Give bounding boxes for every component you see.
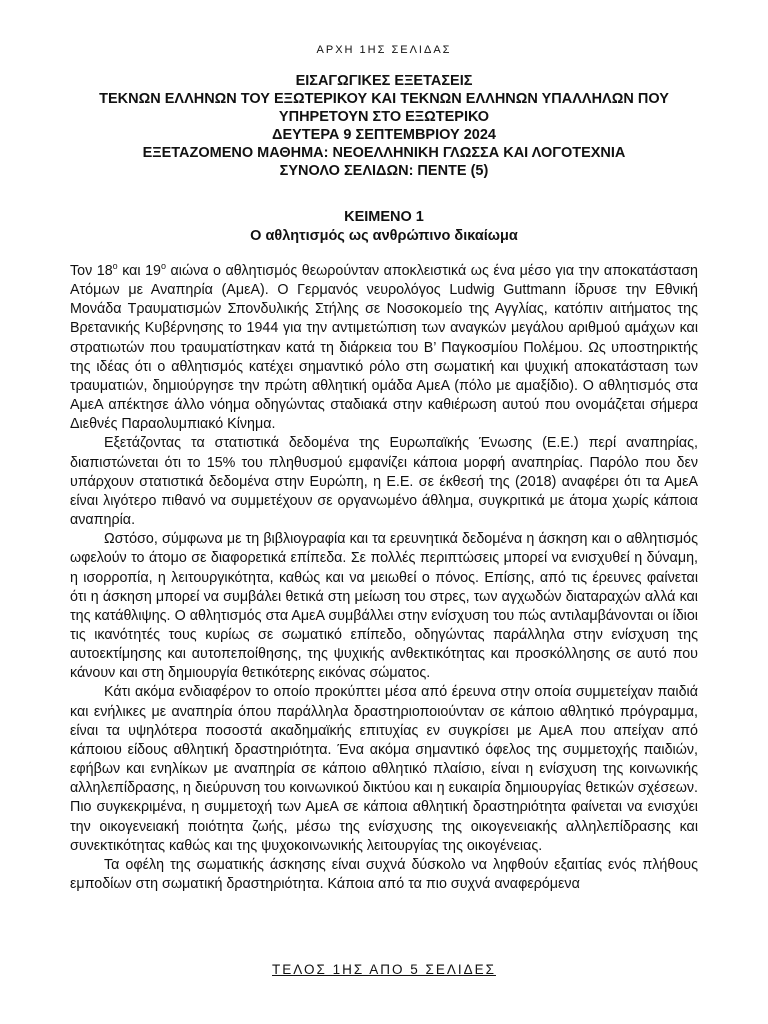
exam-date: ΔΕΥΤΕΡΑ 9 ΣΕΠΤΕΜΒΡΙΟΥ 2024 (272, 127, 496, 143)
paragraph-1-rest: αιώνα ο αθλητισμός θεωρούνταν αποκλειστικά ως ένα μέσο για την αποκατάσταση Ατόμων με Αναπηρία (ΑμεΑ). Ο Γερμανός νευρολόγος Ludwig Guttmann ίδρυσε την Εθνική Μονάδα Τραυματισμών Σπονδυλικής Στήλης σε Νοσοκομείο της Αγγλίας, κατόπιν αιτήματος της Βρετανικής Κυβέρνησης το 1944 για την αντιμετώπιση των αναγκών μεγάλου αριθμού αμάχων και στρατιωτών που τραυματίστηκαν κατά τη διάρκεια του Β’ Παγκοσμίου Πολέμου. Ως υποστηρικτής της ιδέας ότι ο αθλητισμός κατέχει σημαντικό ρόλο στη σωματική και ψυχική αποκατάσταση των τραυματιών, δημιούργησε την πρώτη αθλητική ομάδα ΑμεΑ (πόλο με αμαξίδιο). Ο αθλητισμός στα ΑμεΑ απέκτησε άλλο νόημα οδηγώντας σταδιακά στην καθιέρωση αυτού που ονομάζεται σήμερα Διεθνές Παραολυμπιακό Κίνημα. (70, 263, 698, 433)
paragraph-1-start: Τον 18 (70, 263, 113, 279)
exam-page-count: ΣΥΝΟΛΟ ΣΕΛΙΔΩΝ: ΠΕΝΤΕ (5) (279, 163, 489, 179)
exam-title: ΕΙΣΑΓΩΓΙΚΕΣ ΕΞΕΤΑΣΕΙΣ (295, 73, 473, 89)
ordinal-superscript: ο (161, 261, 167, 272)
text-label: ΚΕΙΜΕΝΟ 1 (344, 209, 424, 225)
text-body (70, 262, 698, 894)
paragraph-1 (70, 262, 698, 434)
exam-subject: ΕΞΕΤΑΖΟΜΕΝΟ ΜΑΘΗΜΑ: ΝΕΟΕΛΛΗΝΙΚΗ ΓΛΩΣΣΑ ΚΑΙ ΛΟΓΟΤΕΧΝΙΑ (142, 145, 626, 161)
page-bottom-marker: ΤΕΛΟΣ 1ΗΣ ΑΠΟ 5 ΣΕΛΙΔΕΣ (272, 962, 496, 977)
ordinal-superscript: ο (112, 261, 118, 272)
text-heading (0, 208, 768, 246)
exam-header (60, 72, 708, 180)
paragraph-5: Τα οφέλη της σωματικής άσκησης είναι συχνά δύσκολο να ληφθούν εξαιτίας ενός πλήθους εμποδίων στη σωματική δραστηριότητα. Κάποια από τα πιο συχνά αναφερόμενα (70, 856, 698, 892)
paragraph-2: Εξετάζοντας τα στατιστικά δεδομένα της Ευρωπαϊκής Ένωσης (Ε.Ε.) περί αναπηρίας, διαπιστώνεται ότι το 15% του πληθυσμού εμφανίζει κάποια μορφή αναπηρίας. Παρόλο που δεν υπάρχουν στατιστικά δεδομένα στην Ευρώπη, η Ε.Ε. σε έκθεσή της (2018) αναφέρει ότι τα ΑμεΑ είναι λιγότερο πιθανό να συμμετέχουν σε οργανωμένο άθλημα, συγκριτικά με άτομα χωρίς κάποια αναπηρία. (70, 435, 698, 529)
paragraph-4: Κάτι ακόμα ενδιαφέρον το οποίο προκύπτει μέσα από έρευνα στην οποία συμμετείχαν παιδιά και ενήλικες με αναπηρία όπου παράλληλα δραστηριοποιούνταν σε κάποιο αθλητικό πρόγραμμα, είναι τα υψηλότερα ποσοστά ακαδημαϊκής επιτυχίας εν συγκρίσει με ΑμεΑ που απείχαν από κάποιου είδους αθλητική δραστηριότητα. Ένα ακόμα σημαντικό όφελος της συμμετοχής παιδιών, εφήβων και ενηλίκων με αναπηρία σε κάποιο αθλητικό πλαίσιο, είναι η ενίσχυση της κοινωνικής αλληλεπίδρασης, η διεύρυνση του κοινωνικού δικτύου και η ευκαιρία δημιουργίας θετικών σχέσεων. Πιο συγκεκριμένα, η συμμετοχή των ΑμεΑ σε κάποια αθλητική δραστηριότητα φαίνεται να ενισχύει την οικογενειακή ποιότητα ζωής, μέσω της ενίσχυσης της οικογενειακής αλληλεπίδρασης και συνεκτικότητας καθώς και της ψυχοκοινωνικής λειτουργίας της οικογένειας. (70, 684, 699, 854)
page-top-marker: ΑΡΧΗ 1ΗΣ ΣΕΛΙΔΑΣ (316, 44, 452, 56)
paragraph-3: Ωστόσο, σύμφωνα με τη βιβλιογραφία και τα ερευνητικά δεδομένα η άσκηση και ο αθλητισμός ωφελούν το άτομο σε διαφορετικά επίπεδα. Σε πολλές περιπτώσεις μπορεί να ενισχυθεί η δύναμη, η ισορροπία, η λειτουργικότητα, καθώς και να μειωθεί ο πόνος. Επίσης, από τις έρευνες φαίνεται ότι η άσκηση μπορεί να συμβάλει θετικά στη μείωση του στρες, των αγχωδών διαταραχών αλλά και της κατάθλιψης. Ο αθλητισμός στα ΑμεΑ συμβάλλει στην ενίσχυση του πώς αντιλαμβάνονται οι ίδιοι τις ικανότητές τους κυρίως σε σωματικό επίπεδο, οδηγώντας παράλληλα στην ενίσχυση της αυτοεκτίμησης και αυτοπεποίθησης, της ψυχικής ανθεκτικότητας και προσκόλλησης σε αυτό που κάνουν και στη δημιουργία θετικότερης εικόνας σώματος. (70, 531, 698, 682)
text-title: Ο αθλητισμός ως ανθρώπινο δικαίωμα (250, 228, 518, 244)
exam-candidates: ΤΕΚΝΩΝ ΕΛΛΗΝΩΝ ΤΟΥ ΕΞΩΤΕΡΙΚΟΥ ΚΑΙ ΤΕΚΝΩΝ ΕΛΛΗΝΩΝ ΥΠΑΛΛΗΛΩΝ ΠΟΥ ΥΠΗΡΕΤΟΥΝ ΣΤΟ ΕΞΩΤΕΡΙΚΟ (99, 91, 669, 125)
paragraph-1-mid: και 19 (117, 263, 162, 279)
